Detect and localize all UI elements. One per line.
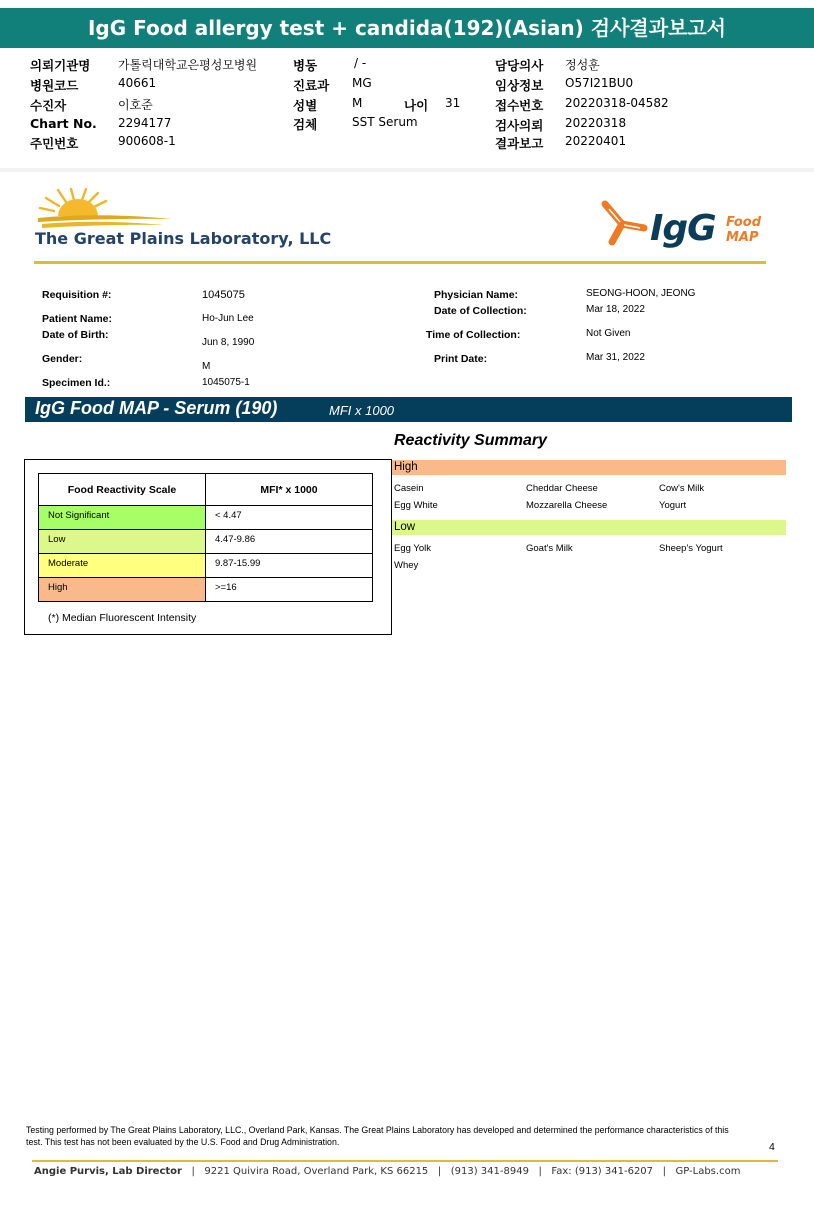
scale-range: 9.87-15.99 <box>206 554 373 578</box>
patient-name-label: Patient Name: <box>42 313 113 325</box>
sun-logo-icon <box>36 188 176 230</box>
scale-row <box>39 506 373 530</box>
report-header <box>0 0 814 168</box>
dob-value: Jun 8, 1990 <box>202 337 255 348</box>
footer-divider <box>32 1160 778 1162</box>
patient-name-value: Ho-Jun Lee <box>202 313 254 324</box>
ward-label: 병동 <box>293 58 318 73</box>
clinical-info-value: O57I21BU0 <box>565 76 634 90</box>
dept-value: MG <box>352 76 372 90</box>
disclaimer-text: Testing performed by The Great Plains Laboratory, LLC., Overland Park, Kansas. The Great Plains Laboratory has developed and determined the performance characteristics of this test. This test has not been evaluated by the U.S. Food and Drug Administration. <box>26 1125 729 1147</box>
print-date-label: Print Date: <box>434 353 488 365</box>
scale-row <box>39 578 373 602</box>
scale-header-1: Food Reactivity Scale <box>39 474 206 506</box>
ward-value: / - <box>354 56 367 70</box>
institution-value: 가톨릭대학교은평성모병원 <box>118 58 258 72</box>
scale-label: Moderate <box>39 554 206 578</box>
section-header <box>25 397 792 422</box>
food-item: Egg White <box>394 500 438 511</box>
age-label: 나이 <box>404 98 429 113</box>
report-title: IgG Food allergy test + candida(192)(Asian) 검사결과보고서 <box>0 8 814 48</box>
print-date-value: Mar 31, 2022 <box>586 352 645 363</box>
report-date-value: 20220401 <box>565 134 627 148</box>
scale-label: High <box>39 578 206 602</box>
food-item: Yogurt <box>659 500 687 511</box>
scale-footnote: (*) Median Fluorescent Intensity <box>48 612 197 624</box>
resident-no-label: 주민번호 <box>30 136 79 151</box>
food-item: Whey <box>394 560 419 571</box>
gender-label: Gender: <box>42 353 83 365</box>
food-item: Goat's Milk <box>526 543 573 554</box>
logo-map-text: MAP <box>726 230 759 245</box>
receipt-no-label: 접수번호 <box>495 98 544 113</box>
clinical-info-label: 임상정보 <box>495 78 544 93</box>
specimen-value: SST Serum <box>352 115 418 129</box>
scale-label: Low <box>39 530 206 554</box>
doctor-label: 담당의사 <box>495 58 544 73</box>
patient-value: 이호준 <box>118 98 153 112</box>
request-date-value: 20220318 <box>565 116 627 130</box>
food-item: Cheddar Cheese <box>526 483 598 494</box>
lab-director: Angie Purvis, Lab Director <box>34 1166 182 1177</box>
divider <box>34 261 766 264</box>
requisition-value: 1045075 <box>202 289 245 301</box>
scale-range: >=16 <box>206 578 373 602</box>
logo-food-text: Food <box>726 215 762 230</box>
scale-row <box>39 530 373 554</box>
age-value: 31 <box>445 96 461 110</box>
page-number: 4 <box>769 1141 775 1153</box>
gender-value: M <box>202 361 211 372</box>
scale-row <box>39 554 373 578</box>
collection-time-label: Time of Collection: <box>426 329 521 341</box>
resident-no-value: 900608-1 <box>118 134 176 148</box>
scale-range: 4.47-9.86 <box>206 530 373 554</box>
hospital-code-label: 병원코드 <box>30 78 79 93</box>
lab-name: The Great Plains Laboratory, LLC <box>35 229 332 248</box>
specimen-id-value: 1045075-1 <box>202 377 250 388</box>
category-high-bar: High <box>392 460 786 475</box>
scale-range: < 4.47 <box>206 506 373 530</box>
food-item: Mozzarella Cheese <box>526 500 608 511</box>
specimen-id-label: Specimen Id.: <box>42 377 111 389</box>
collection-date-value: Mar 18, 2022 <box>586 304 645 315</box>
contact-info: | 9221 Quivira Road, Overland Park, KS 66215 | (913) 341-8949 | Fax: (913) 341-6207 | GP-Labs.com <box>181 1166 741 1177</box>
collection-time-value: Not Given <box>586 328 631 339</box>
footer-contact <box>34 1166 740 1177</box>
patient-label: 수진자 <box>30 98 67 113</box>
specimen-label: 검체 <box>293 117 318 132</box>
report-date-label: 결과보고 <box>495 136 544 151</box>
dob-label: Date of Birth: <box>42 329 109 341</box>
chart-no-label: Chart No. <box>30 116 97 131</box>
logo-igg-text: IgG <box>650 208 716 249</box>
receipt-no-value: 20220318-04582 <box>565 96 669 110</box>
doctor-value: 정성훈 <box>565 58 600 72</box>
lab-report-page <box>0 172 814 1216</box>
food-item: Casein <box>394 483 424 494</box>
food-item: Cow's Milk <box>659 483 705 494</box>
requisition-label: Requisition #: <box>42 289 112 301</box>
category-low-bar: Low <box>392 520 786 535</box>
scale-header-2: MFI* x 1000 <box>206 474 373 506</box>
reactivity-scale-table <box>38 473 373 602</box>
sex-value: M <box>352 96 363 110</box>
reactivity-summary-title: Reactivity Summary <box>394 432 547 449</box>
section-title: IgG Food MAP - Serum (190) <box>35 398 278 418</box>
physician-value: SEONG-HOON, JEONG <box>586 288 696 299</box>
food-item: Sheep's Yogurt <box>659 543 723 554</box>
hospital-code-value: 40661 <box>118 76 157 90</box>
chart-no-value: 2294177 <box>118 116 172 130</box>
request-date-label: 검사의뢰 <box>495 118 544 133</box>
institution-label: 의뢰기관명 <box>30 58 91 73</box>
section-subtitle: MFI x 1000 <box>329 403 395 418</box>
physician-label: Physician Name: <box>434 289 519 301</box>
scale-label: Not Significant <box>39 506 206 530</box>
dept-label: 진료과 <box>293 78 330 93</box>
scale-header-row <box>39 474 373 506</box>
collection-date-label: Date of Collection: <box>434 305 527 317</box>
sex-label: 성별 <box>293 98 318 113</box>
food-item: Egg Yolk <box>394 543 431 554</box>
reactivity-scale-box <box>24 459 392 635</box>
